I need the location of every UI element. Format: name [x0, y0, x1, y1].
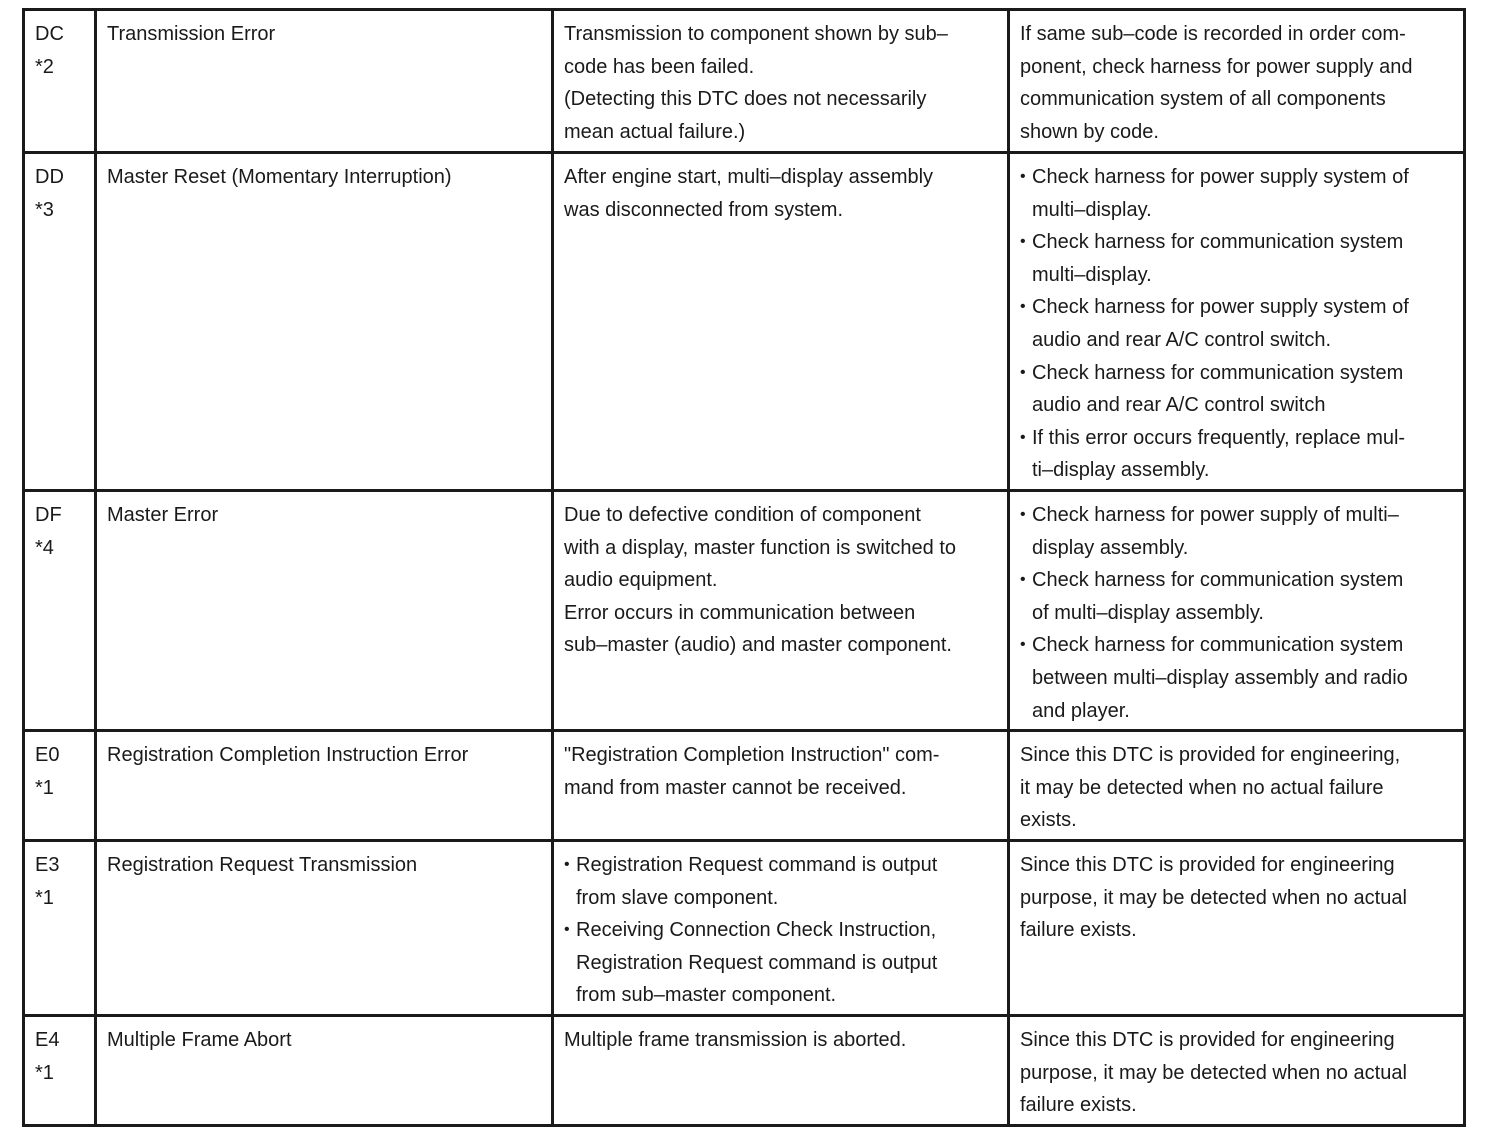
action-line: • If this error occurs frequently, replace mul-: [1032, 426, 1406, 449]
condition-line: from slave component.: [576, 886, 779, 909]
action-line: shown by code.: [1020, 120, 1159, 143]
action-list: [1020, 161, 1463, 487]
action-line: • Check harness for communication system: [1032, 361, 1404, 384]
action-line: failure exists.: [1020, 1094, 1137, 1117]
action-cell: [1009, 841, 1465, 1016]
table-row: [24, 153, 1465, 491]
action-line: • Check harness for communication system: [1032, 634, 1404, 657]
trouble-area-cell: [553, 731, 1009, 841]
dtc-note: *1: [35, 1061, 54, 1084]
action-line: Since this DTC is provided for engineering: [1020, 1029, 1395, 1052]
list-item: [1020, 629, 1463, 727]
action-line: If same sub–code is recorded in order com-: [1020, 23, 1406, 45]
action-line: • Check harness for communication system: [1032, 231, 1404, 254]
list-item: [1020, 357, 1463, 422]
action-line: • Check harness for power supply system of: [1032, 296, 1409, 319]
trouble-area-cell: [553, 490, 1009, 730]
trouble-area-cell: [553, 841, 1009, 1016]
action-line: audio and rear A/C control switch: [1032, 394, 1326, 417]
detection-item: Registration Request Transmission: [107, 854, 418, 877]
action-list: [1020, 499, 1463, 727]
condition-list: [564, 849, 1007, 1012]
condition-line: Due to defective condition of component: [564, 503, 921, 526]
dtc-note: *4: [35, 536, 54, 559]
dtc-table: [22, 8, 1466, 1127]
condition-line: • Registration Request command is output: [576, 854, 938, 877]
table-row: [24, 10, 1465, 153]
dtc-code: E3: [35, 854, 60, 877]
action-line: and player.: [1032, 699, 1130, 722]
action-line: failure exists.: [1020, 919, 1137, 942]
dtc-note: *1: [35, 776, 54, 799]
action-line: ti–display assembly.: [1032, 459, 1210, 482]
detection-item-cell: [96, 490, 553, 730]
action-line: purpose, it may be detected when no actual: [1020, 1061, 1407, 1084]
dtc-code-cell: [24, 1016, 96, 1126]
detection-item-cell: [96, 841, 553, 1016]
action-line: • Check harness for communication system: [1032, 569, 1404, 592]
detection-item: Master Error: [107, 503, 219, 526]
action-line: multi–display.: [1032, 198, 1152, 221]
action-line: Since this DTC is provided for engineering: [1020, 854, 1395, 877]
action-line: multi–display.: [1032, 263, 1152, 286]
condition-line: Error occurs in communication between: [564, 601, 916, 624]
trouble-area-cell: [553, 1016, 1009, 1126]
condition-line: from sub–master component.: [576, 984, 837, 1007]
dtc-code: E0: [35, 744, 60, 767]
action-line: it may be detected when no actual failure: [1020, 776, 1384, 799]
table-row: [24, 1016, 1465, 1126]
action-line: purpose, it may be detected when no actual: [1020, 886, 1407, 909]
action-cell: [1009, 731, 1465, 841]
dtc-code-cell: [24, 731, 96, 841]
condition-line: • Receiving Connection Check Instruction,: [576, 919, 937, 942]
trouble-area-cell: [553, 153, 1009, 491]
action-line: Since this DTC is provided for engineering,: [1020, 744, 1401, 767]
condition-line: mand from master cannot be received.: [564, 776, 907, 799]
list-item: [1020, 499, 1463, 564]
action-line: between multi–display assembly and radio: [1032, 666, 1408, 689]
action-cell: [1009, 153, 1465, 491]
action-line: • Check harness for power supply system of: [1032, 166, 1409, 188]
dtc-note: *2: [35, 55, 54, 78]
detection-item-cell: [96, 731, 553, 841]
action-cell: [1009, 10, 1465, 153]
detection-item-cell: [96, 1016, 553, 1126]
table-row: [24, 731, 1465, 841]
action-line: communication system of all components: [1020, 88, 1386, 111]
action-line: audio and rear A/C control switch.: [1032, 328, 1332, 351]
detection-item: Multiple Frame Abort: [107, 1029, 292, 1052]
condition-line: audio equipment.: [564, 569, 718, 592]
detection-item-cell: [96, 10, 553, 153]
list-item: [1020, 161, 1463, 226]
list-item: [1020, 291, 1463, 356]
condition-line: mean actual failure.): [564, 120, 746, 143]
list-item: [1020, 422, 1463, 487]
dtc-code-cell: [24, 841, 96, 1016]
list-item: [1020, 226, 1463, 291]
condition-line: with a display, master function is switched to: [564, 536, 957, 559]
condition-line: (Detecting this DTC does not necessarily: [564, 88, 927, 111]
list-item: [1020, 564, 1463, 629]
action-cell: [1009, 490, 1465, 730]
action-line: • Check harness for power supply of multi–: [1032, 503, 1399, 526]
dtc-code: DC: [35, 23, 64, 45]
action-cell: [1009, 1016, 1465, 1126]
condition-line: Multiple frame transmission is aborted.: [564, 1029, 907, 1052]
condition-line: After engine start, multi–display assembly: [564, 166, 934, 188]
detection-item: Registration Completion Instruction Error: [107, 744, 469, 767]
condition-line: Registration Request command is output: [576, 951, 938, 974]
condition-line: Transmission to component shown by sub–: [564, 23, 948, 45]
dtc-code-cell: [24, 490, 96, 730]
action-line: display assembly.: [1032, 536, 1189, 559]
trouble-area-cell: [553, 10, 1009, 153]
dtc-note: *3: [35, 198, 54, 221]
dtc-code-cell: [24, 153, 96, 491]
dtc-code: E4: [35, 1029, 60, 1052]
dtc-code-cell: [24, 10, 96, 153]
dtc-code: DD: [35, 166, 64, 188]
condition-line: was disconnected from system.: [564, 198, 843, 221]
dtc-note: *1: [35, 886, 54, 909]
detection-item: Transmission Error: [107, 23, 276, 45]
table-row: [24, 490, 1465, 730]
list-item: [564, 914, 1007, 1012]
dtc-code: DF: [35, 503, 62, 526]
condition-line: code has been failed.: [564, 55, 755, 78]
action-line: ponent, check harness for power supply and: [1020, 55, 1413, 78]
detection-item-cell: [96, 153, 553, 491]
action-line: of multi–display assembly.: [1032, 601, 1264, 624]
list-item: [564, 849, 1007, 914]
table-row: [24, 841, 1465, 1016]
action-line: exists.: [1020, 809, 1077, 832]
condition-line: sub–master (audio) and master component.: [564, 634, 952, 657]
condition-line: "Registration Completion Instruction" com-: [564, 744, 940, 767]
detection-item: Master Reset (Momentary Interruption): [107, 166, 452, 188]
